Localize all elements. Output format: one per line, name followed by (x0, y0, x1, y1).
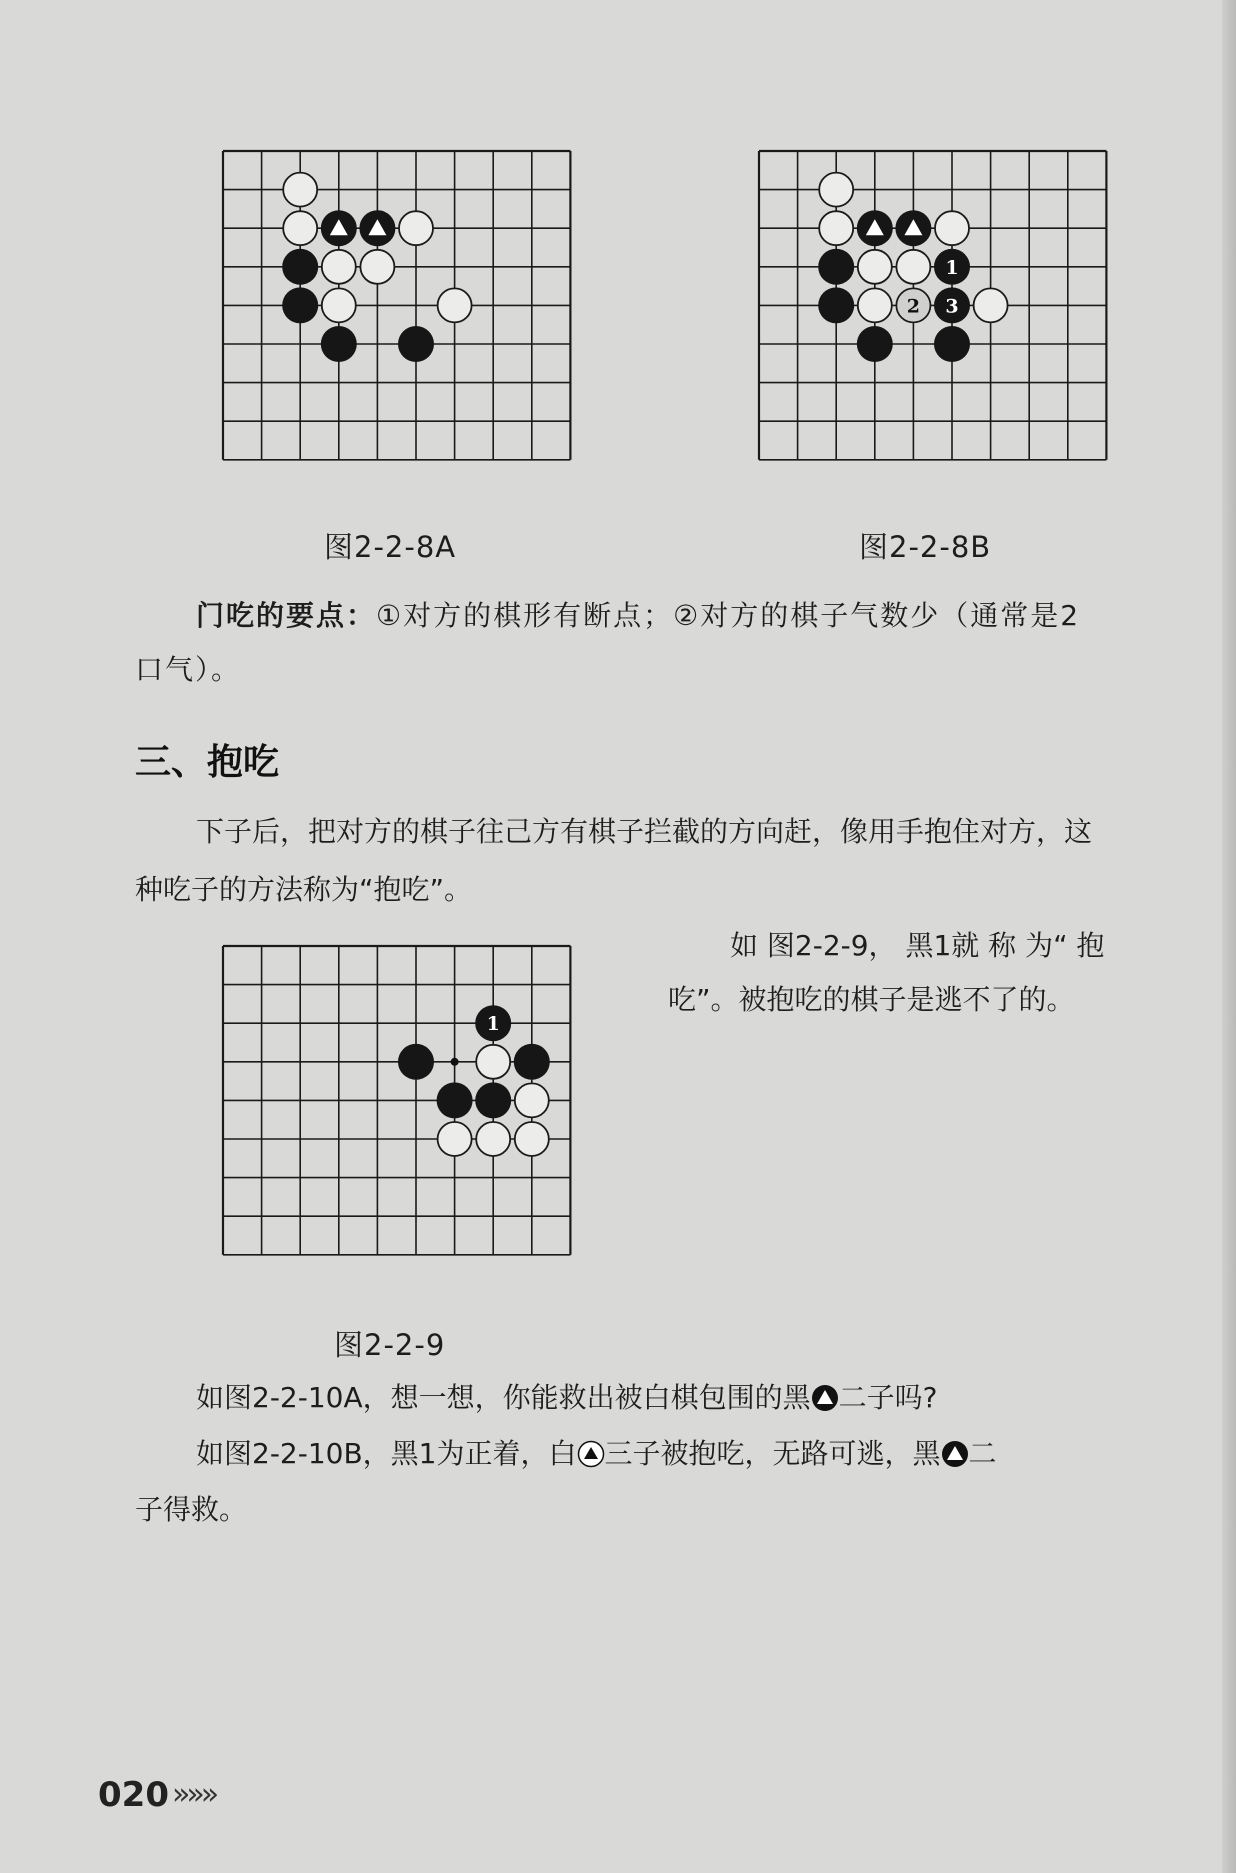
black-stone (514, 1044, 550, 1080)
black-triangle-stone-icon (941, 1440, 969, 1468)
black-triangle-stone-icon (811, 1384, 839, 1412)
stone-move-number: 1 (486, 1013, 500, 1036)
white-stone (322, 250, 356, 284)
page-edge-shadow (1222, 0, 1236, 1873)
question-text-pre: 如图2-2-10A，想一想，你能救出被白棋包围的黑 (196, 1381, 811, 1414)
menchi-label: 门吃的要点： (196, 599, 377, 632)
figure-caption-2-2-9: 图2-2-9 (334, 1328, 446, 1362)
white-stone (858, 250, 892, 284)
white-stone (476, 1122, 510, 1156)
white-stone (858, 288, 892, 322)
black-stone (475, 1082, 511, 1118)
menchi-key-points (196, 588, 1216, 644)
figure-caption-2-2-8A: 图2-2-8A (324, 530, 457, 564)
fig9-description-line-1: 如 图2-2-9， 黑1就 称 为“ 抱 (730, 929, 1105, 962)
white-stone (896, 250, 930, 284)
black-stone (282, 287, 318, 323)
go-board-2-2-9 (222, 945, 582, 1290)
white-stone (935, 211, 969, 245)
section-heading-baochi: 三、抱吃 (135, 742, 280, 783)
white-stone (283, 173, 317, 207)
board-point-marker (451, 1058, 459, 1066)
white-stone (515, 1122, 549, 1156)
white-stone (360, 250, 394, 284)
go-board-2-2-8B (758, 150, 1118, 495)
go-board-svg (222, 945, 582, 1290)
black-stone (321, 210, 357, 246)
answer-2-2-10B-cont: 子得救。 (135, 1493, 248, 1526)
black-stone (359, 210, 395, 246)
answer-text-pre: 如图2-2-10B，黑1为正着，白 (196, 1437, 577, 1470)
menchi-key-points-cont: 口气）。 (135, 653, 242, 686)
black-stone (475, 1005, 511, 1041)
stone-move-number: 3 (945, 295, 959, 318)
black-stone (282, 249, 318, 285)
black-stone (934, 326, 970, 362)
black-stone (398, 326, 434, 362)
black-stone (321, 326, 357, 362)
stone-move-number: 1 (945, 256, 959, 279)
question-text-post: 二子吗? (838, 1381, 938, 1414)
answer-text-post: 二 (968, 1437, 997, 1470)
baochi-paragraph-line-1: 下子后，把对方的棋子往己方有棋子拦截的方向赶，像用手抱住对方，这 (196, 815, 1093, 848)
answer-2-2-10B (196, 1426, 997, 1482)
black-stone (934, 287, 970, 323)
white-stone (819, 173, 853, 207)
white-stone (438, 288, 472, 322)
page-arrows-icon: »»» (172, 1777, 216, 1812)
black-stone (818, 287, 854, 323)
black-stone (934, 249, 970, 285)
go-board-2-2-8A (222, 150, 582, 495)
stone-move-number: 2 (906, 295, 921, 318)
figure-caption-2-2-8B: 图2-2-8B (859, 530, 992, 564)
black-stone (895, 210, 931, 246)
white-stone (515, 1083, 549, 1117)
black-stone (818, 249, 854, 285)
black-stone (398, 1044, 434, 1080)
white-stone (819, 211, 853, 245)
white-stone (476, 1045, 510, 1079)
white-stone (399, 211, 433, 245)
white-stone (974, 288, 1008, 322)
baochi-paragraph-line-2: 种吃子的方法称为“抱吃”。 (135, 873, 473, 906)
question-2-2-10A (196, 1370, 938, 1426)
menchi-body: ①对方的棋形有断点；②对方的棋子气数少（通常是2 (376, 599, 1081, 632)
black-stone (857, 326, 893, 362)
white-stone (322, 288, 356, 322)
black-stone (857, 210, 893, 246)
white-stone (438, 1122, 472, 1156)
page-number: 020 (98, 1775, 169, 1815)
go-board-svg (758, 150, 1118, 495)
white-stone (896, 288, 930, 322)
answer-text-mid: 三子被抱吃，无路可逃，黑 (604, 1437, 941, 1470)
white-triangle-stone-icon (577, 1440, 605, 1468)
black-stone (437, 1082, 473, 1118)
go-board-svg (222, 150, 582, 495)
white-stone (283, 211, 317, 245)
fig9-description-line-2: 吃”。被抱吃的棋子是逃不了的。 (668, 983, 1075, 1016)
